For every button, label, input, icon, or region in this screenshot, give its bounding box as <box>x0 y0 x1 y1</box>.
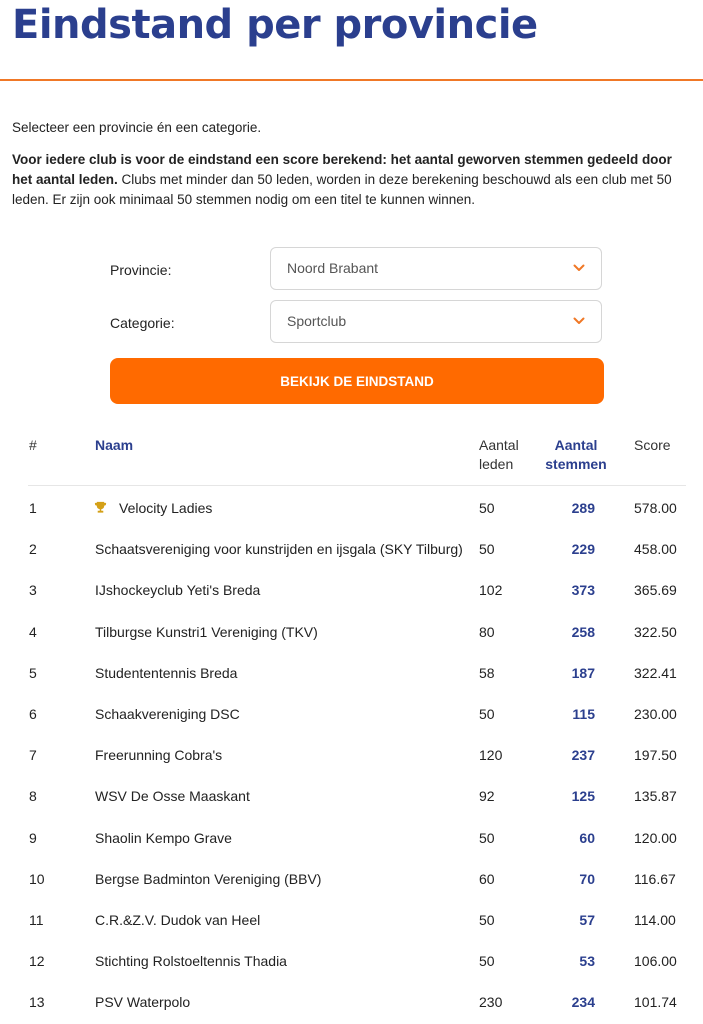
header-votes-line2: stemmen <box>545 456 607 472</box>
table-row <box>0 692 703 733</box>
score-cell: 135.87 <box>634 788 677 805</box>
club-name-cell: Tilburgse Kunstri1 Vereniging (TKV) <box>95 623 318 640</box>
table-row <box>0 774 703 815</box>
members-cell: 60 <box>479 870 495 887</box>
score-cell: 578.00 <box>634 500 677 516</box>
rank-cell: 13 <box>29 994 45 1011</box>
members-cell: 50 <box>479 953 495 970</box>
chevron-down-icon <box>573 317 585 325</box>
table-row <box>0 610 703 651</box>
club-name-cell: Velocity Ladies <box>119 500 213 516</box>
votes-cell: 258 <box>571 623 595 640</box>
club-name-cell: Schaakvereniging DSC <box>95 706 240 722</box>
rank-cell: 5 <box>29 664 37 681</box>
club-name-cell: Schaatsvereniging voor kunstrijden en ijsgala (SKY Tilburg) <box>95 541 463 558</box>
category-select-value: Sportclub <box>287 313 347 329</box>
score-cell: 230.00 <box>634 706 677 722</box>
members-cell: 92 <box>479 788 495 805</box>
header-score: Score <box>634 437 671 453</box>
header-members-line1: Aantal <box>479 437 519 453</box>
members-cell: 58 <box>479 664 495 681</box>
score-cell: 197.50 <box>634 747 677 764</box>
club-name-cell: C.R.&Z.V. Dudok van Heel <box>95 912 261 928</box>
votes-cell: 125 <box>571 788 595 805</box>
rank-cell: 8 <box>29 788 37 805</box>
score-cell: 116.67 <box>634 870 676 887</box>
members-cell: 50 <box>479 500 495 516</box>
category-select[interactable] <box>270 300 602 343</box>
votes-cell: 289 <box>571 500 595 516</box>
score-cell: 322.50 <box>634 623 677 640</box>
members-cell: 50 <box>479 541 495 558</box>
score-cell: 458.00 <box>634 541 677 558</box>
votes-cell: 53 <box>579 953 595 970</box>
members-cell: 102 <box>479 582 503 599</box>
votes-cell: 234 <box>571 994 595 1011</box>
score-cell: 101.74 <box>634 994 677 1011</box>
trophy-icon <box>94 501 107 514</box>
club-name-cell: IJshockeyclub Yeti's Breda <box>95 582 261 599</box>
table-row <box>0 733 703 774</box>
table-row <box>0 816 703 857</box>
score-cell: 114.00 <box>634 912 676 928</box>
table-row <box>0 568 703 609</box>
table-row <box>0 486 703 527</box>
club-name-cell: WSV De Osse Maaskant <box>95 788 250 805</box>
chevron-down-icon <box>573 264 585 272</box>
table-row <box>0 898 703 939</box>
votes-cell: 115 <box>572 706 595 722</box>
votes-cell: 373 <box>571 582 595 599</box>
explanation-text <box>12 150 692 210</box>
votes-cell: 60 <box>579 829 595 846</box>
rank-cell: 2 <box>29 541 37 558</box>
category-label: Categorie: <box>110 315 175 331</box>
province-select-value: Noord Brabant <box>287 260 379 276</box>
header-votes[interactable] <box>543 436 609 474</box>
table-row <box>0 527 703 568</box>
members-cell: 230 <box>479 994 503 1011</box>
members-cell: 50 <box>479 706 495 722</box>
title-divider <box>0 79 703 81</box>
votes-cell: 70 <box>579 870 595 887</box>
header-rank: # <box>29 437 37 453</box>
rank-cell: 11 <box>29 912 44 928</box>
votes-cell: 187 <box>571 664 595 681</box>
club-name-cell: Freerunning Cobra's <box>95 747 223 764</box>
header-votes-line1: Aantal <box>554 437 598 453</box>
members-cell: 80 <box>479 623 495 640</box>
explanation-rest: Clubs met minder dan 50 leden, worden in deze berekening beschouwd als een club met 50 leden. Er zijn ook minimaal 50 stemmen nodig om een titel te kunnen winnen. <box>12 172 672 207</box>
score-cell: 322.41 <box>634 664 677 681</box>
view-standings-button[interactable]: BEKIJK DE EINDSTAND <box>110 358 604 404</box>
club-name-cell: Bergse Badminton Vereniging (BBV) <box>95 870 322 887</box>
table-row <box>0 939 703 980</box>
province-label: Provincie: <box>110 262 172 278</box>
province-select[interactable] <box>270 247 602 290</box>
table-row <box>0 857 703 898</box>
explanation-bold: Voor iedere club is voor de eindstand een score berekend: het aantal geworven stemmen gedeeld door het aantal leden. <box>12 152 672 187</box>
votes-cell: 57 <box>579 912 595 928</box>
header-members-line2: leden <box>479 456 514 472</box>
table-row <box>0 651 703 692</box>
club-name-cell: PSV Waterpolo <box>95 994 191 1011</box>
table-row <box>0 980 703 1021</box>
rank-cell: 3 <box>29 582 37 599</box>
rank-cell: 9 <box>29 829 37 846</box>
rank-cell: 4 <box>29 623 37 640</box>
header-name[interactable]: Naam <box>95 437 134 453</box>
rank-cell: 7 <box>29 747 37 764</box>
score-cell: 120.00 <box>634 829 677 846</box>
score-cell: 106.00 <box>634 953 677 970</box>
club-name-cell: Studententennis Breda <box>95 664 238 681</box>
rank-cell: 1 <box>29 500 37 516</box>
members-cell: 50 <box>479 829 495 846</box>
page-title: Eindstand per provincie <box>12 2 538 48</box>
score-cell: 365.69 <box>634 582 677 599</box>
club-name-cell: Shaolin Kempo Grave <box>95 829 232 846</box>
rank-cell: 10 <box>29 870 45 887</box>
votes-cell: 237 <box>571 747 595 764</box>
members-cell: 50 <box>479 912 495 928</box>
intro-text: Selecteer een provincie én een categorie. <box>12 120 262 135</box>
header-members <box>479 436 519 474</box>
club-name-cell: Stichting Rolstoeltennis Thadia <box>95 953 287 970</box>
rank-cell: 12 <box>29 953 45 970</box>
members-cell: 120 <box>479 747 503 764</box>
votes-cell: 229 <box>571 541 595 558</box>
rank-cell: 6 <box>29 706 37 722</box>
